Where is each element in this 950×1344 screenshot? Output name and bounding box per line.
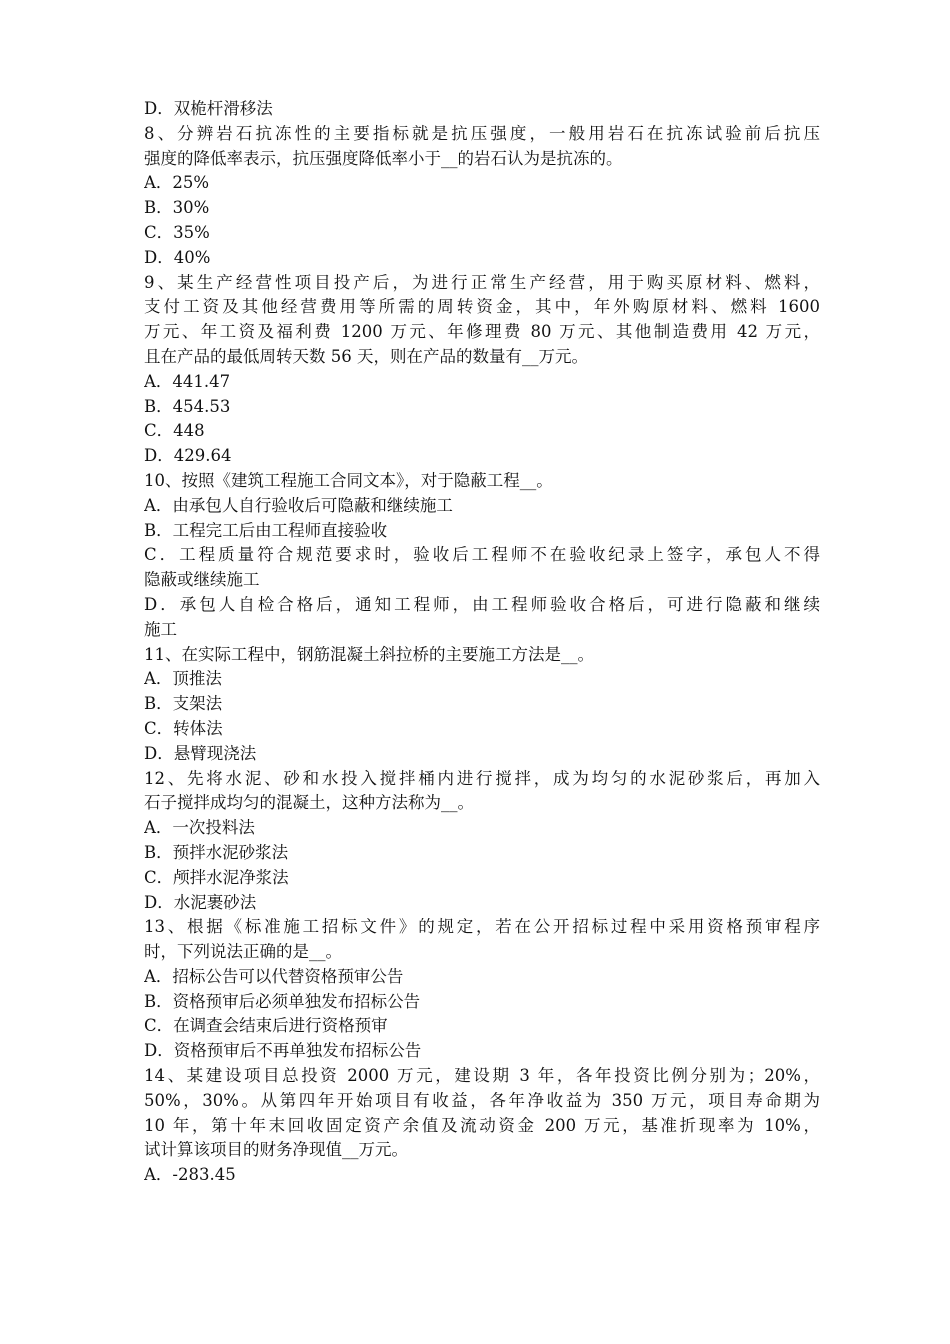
option-line: C．448 [144,421,205,441]
option-line: D．双桅杆滑移法 [144,99,273,118]
question-line: 11、在实际工程中，钢筋混凝土斜拉桥的主要施工方法是__。 [144,644,594,664]
document-body [144,97,820,1188]
question-line: 支付工资及其他经营费用等所需的周转资金，其中，年外购原材料、燃料 1600 [144,297,820,317]
question-line: 且在产品的最低周转天数 56 天，则在产品的数量有__万元。 [144,346,588,366]
option-line: C．工程质量符合规范要求时，验收后工程师不在验收纪录上签字，承包人不得 [144,545,820,565]
question-line: 10 年，第十年末回收固定资产余值及流动资金 200 万元，基准折现率为 10%， [144,1115,820,1135]
question-line: 石子搅拌成均匀的混凝土，这种方法称为__。 [144,793,474,813]
question-line: 14、某建设项目总投资 2000 万元，建设期 3 年，各年投资比例分别为；20%， [144,1066,820,1086]
option-line: A．顶推法 [144,669,222,689]
question-line: 试计算该项目的财务净现值__万元。 [144,1140,408,1160]
question-line: 9、某生产经营性项目投产后，为进行正常生产经营，用于购买原材料、燃料， [144,272,820,292]
option-line: C．颅拌水泥净浆法 [144,867,289,887]
option-line: A．25% [144,173,210,193]
option-line: B．工程完工后由工程师直接验收 [144,520,388,540]
option-line: A．-283.45 [144,1165,236,1185]
option-line: D．429.64 [144,446,232,466]
question-line: 12、先将水泥、砂和水投入搅拌桶内进行搅拌，成为均匀的水泥砂浆后，再加入 [144,768,820,788]
option-line: C．35% [144,222,210,242]
option-line: A．由承包人自行验收后可隐蔽和继续施工 [144,495,453,515]
option-line: B．支架法 [144,694,223,714]
option-line: A．招标公告可以代替资格预审公告 [144,966,404,986]
option-line: D．40% [144,247,211,267]
option-line: B．30% [144,198,210,218]
option-line: D．水泥裹砂法 [144,892,257,912]
question-line: 8、分辨岩石抗冻性的主要指标就是抗压强度，一般用岩石在抗冻试验前后抗压 [144,123,820,143]
option-line: C．转体法 [144,718,223,738]
question-line: 时，下列说法正确的是__。 [144,942,342,962]
option-line: A．441.47 [144,371,231,391]
option-line: B．预拌水泥砂浆法 [144,842,289,862]
question-line: 10、按照《建筑工程施工合同文本》，对于隐蔽工程__。 [144,470,553,490]
question-line: 50%，30%。从第四年开始项目有收益，各年净收益为 350 万元，项目寿命期为 [144,1090,820,1110]
option-line: 隐蔽或继续施工 [144,570,260,590]
option-line: C．在调查会结束后进行资格预审 [144,1016,388,1036]
option-line: B．资格预审后必须单独发布招标公告 [144,991,421,1011]
question-line: 万元、年工资及福利费 1200 万元、年修理费 80 万元、其他制造费用 42 万元， [144,322,820,342]
option-line: B．454.53 [144,396,231,416]
option-line: D．资格预审后不再单独发布招标公告 [144,1041,422,1061]
option-line: D．悬臂现浇法 [144,743,257,763]
question-line: 强度的降低率表示，抗压强度降低率小于__的岩石认为是抗冻的。 [144,148,623,168]
option-line: D．承包人自检合格后，通知工程师，由工程师验收合格后，可进行隐蔽和继续 [144,594,820,614]
option-line: A．一次投料法 [144,818,255,838]
question-line: 13、根据《标准施工招标文件》的规定，若在公开招标过程中采用资格预审程序 [144,917,820,937]
option-line: 施工 [144,619,177,639]
